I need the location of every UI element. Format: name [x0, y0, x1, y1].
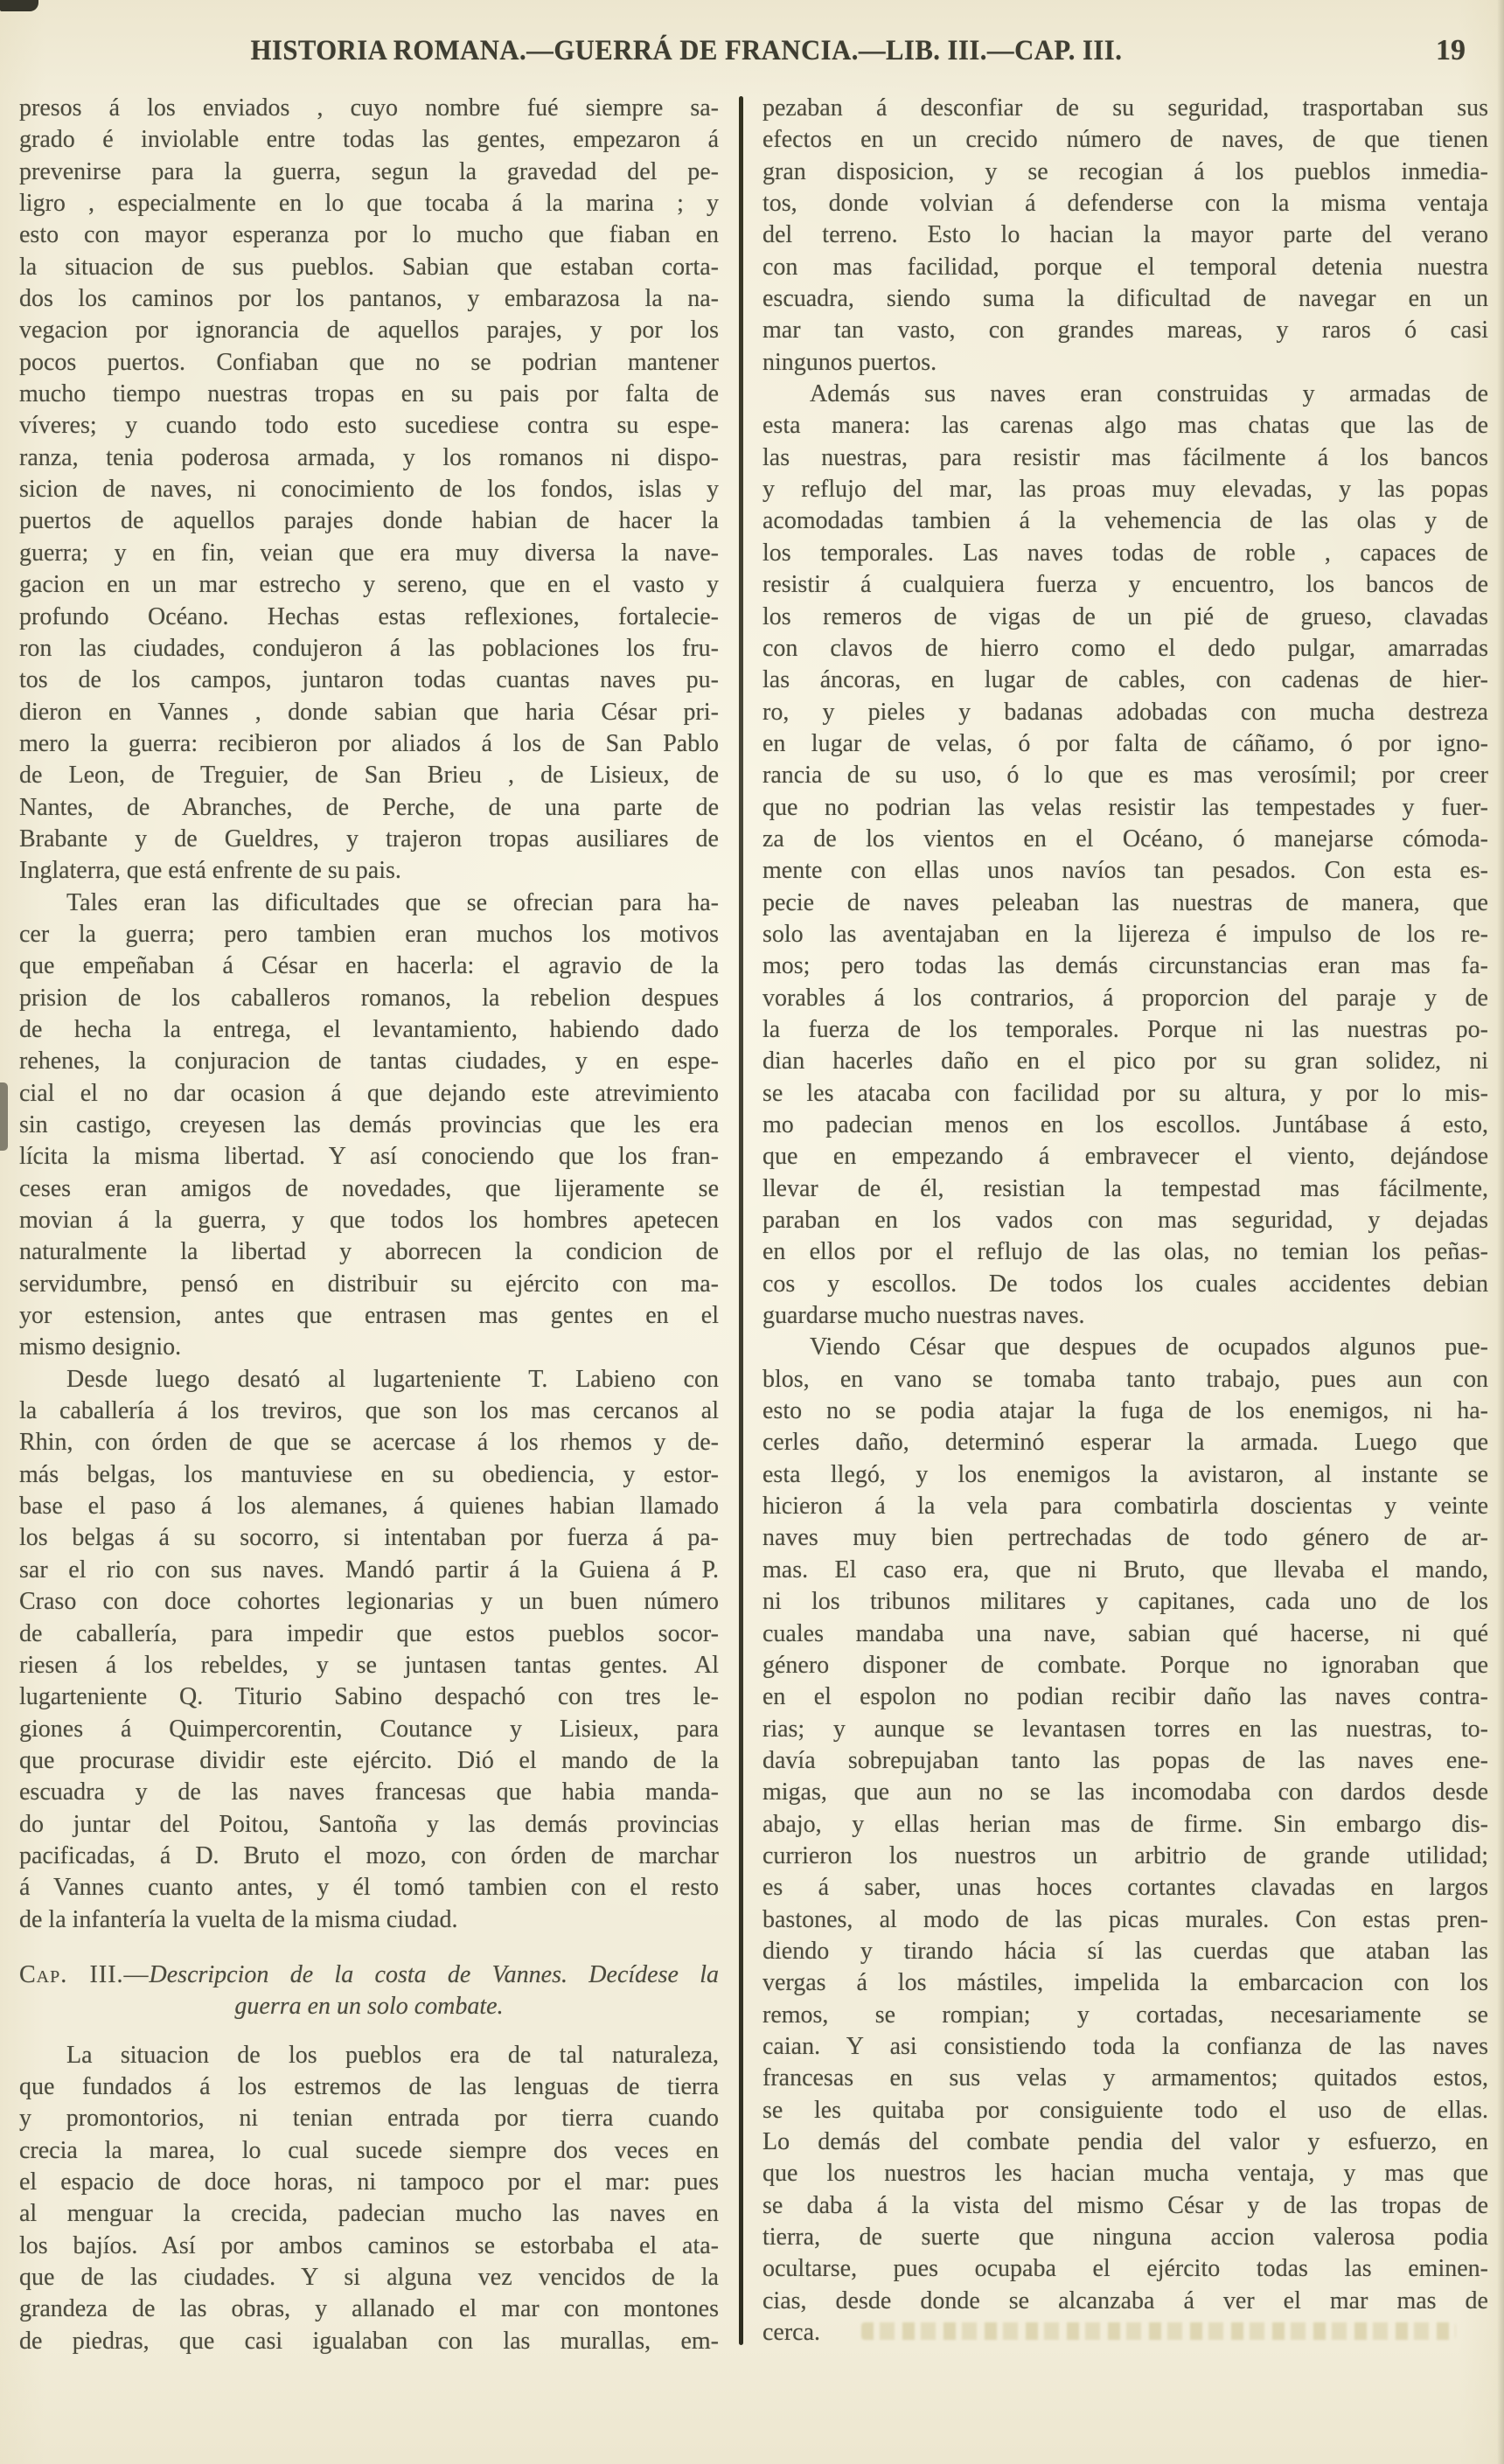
text-line: pacificadas, á D. Bruto el mozo, con órden de marchar: [19, 1841, 719, 1869]
running-head-title: HISTORIA ROMANA.—GUERRÁ DE FRANCIA.—LIB. III.—CAP. III.: [250, 35, 1123, 66]
text-line: que empeñaban á César en hacerla: el agravio de la: [19, 952, 719, 980]
text-line: gran disposicion, y se recogian á los pueblos inmedia-: [762, 157, 1488, 185]
text-line: francesas en sus velas y armamentos; quitados estos,: [762, 2064, 1488, 2092]
text-line: cuales mandaba una nave, sabian qué hacerse, ni qué: [762, 1619, 1488, 1647]
text-line: vergas á los mástiles, impelida la embarcacion con los: [762, 1969, 1488, 1997]
paragraph: [19, 2040, 719, 2357]
text-line: á Vannes cuanto antes, y él tomó tambien con el resto: [19, 1874, 719, 1902]
scan-artifact: [0, 0, 38, 11]
paragraph: [762, 379, 1488, 1332]
text-line: en el espolon no podian recibir daño las naves contra-: [762, 1683, 1488, 1711]
text-line: pecie de naves peleaban las nuestras de manera, que: [762, 888, 1488, 916]
text-line: dian hacerles daño en el pico por su gran solidez, ni: [762, 1048, 1488, 1075]
text-line: currieron los nuestros un arbitrio de grande utilidad;: [762, 1841, 1488, 1869]
scan-artifact: [0, 1082, 8, 1151]
paragraph: [762, 1332, 1488, 2349]
paragraph: [19, 1364, 719, 1936]
text-line: abajo, y ellas herian mas de firme. Sin embargo dis-: [762, 1810, 1488, 1838]
chapter-heading: [19, 1959, 719, 2023]
text-line: vegacion por ignorancia de aquellos parajes, y por los: [19, 317, 719, 345]
text-line: mero la guerra: recibieron por aliados á los de San Pablo: [19, 729, 719, 757]
text-line: la fuerza de los temporales. Porque ni las nuestras po-: [762, 1015, 1488, 1043]
text-line: paraban en los vados con mas seguridad, y dejadas: [762, 1207, 1488, 1235]
text-line: Rhin, con órden de que se acercase á los rhemos y de-: [19, 1429, 719, 1457]
text-line: mo padecian menos en los escollos. Juntábase á esto,: [762, 1111, 1488, 1138]
text-line: ceses eran amigos de novedades, que lijeramente se: [19, 1174, 719, 1202]
text-line: rias; y aunque se levantasen torres en las nuestras, to-: [762, 1715, 1488, 1743]
text-line: Brabante y de Gueldres, y trajeron tropas ausiliares de: [19, 825, 719, 853]
text-line: esta manera: las carenas algo mas chatas que las de: [762, 412, 1488, 440]
text-line: prevenirse para la guerra, segun la gravedad del pe-: [19, 157, 719, 185]
text-line: yor estension, antes que entrasen mas gentes en el: [19, 1302, 719, 1330]
text-line: profundo Océano. Hechas estas reflexiones, fortalecie-: [19, 602, 719, 630]
text-line: llevar de él, resistian la tempestad mas fácilmente,: [762, 1174, 1488, 1202]
text-line: que de las ciudades. Y si alguna vez vencidos de la: [19, 2264, 719, 2292]
text-line: esta llegó, y los enemigos la avistaron, al instante se: [762, 1460, 1488, 1488]
text-line: cer la guerra; pero tambien eran muchos los motivos: [19, 920, 719, 948]
text-line: lícita la misma libertad. Y así conociendo que los fran-: [19, 1143, 719, 1171]
page-edge-shadow: [1497, 0, 1504, 2464]
text-line: al menguar la crecida, padecian mucho las naves en: [19, 2200, 719, 2228]
text-line: puertos de aquellos parajes donde habian de hacer la: [19, 507, 719, 535]
text-line: remos, se rompian; y cortadas, necesariamente se: [762, 2001, 1488, 2029]
text-line: ningunos puertos.: [762, 348, 937, 376]
text-line: Además sus naves eran construidas y armadas de: [810, 380, 1488, 408]
text-line: sicion de naves, ni conocimiento de los fondos, islas y: [19, 476, 719, 504]
text-line: mente con ellas unos navíos tan pesados. Con esta es-: [762, 857, 1488, 885]
text-line: ni los tribunos militares y capitanes, cada uno de los: [762, 1588, 1488, 1616]
text-line: Tales eran las dificultades que se ofrecian para ha-: [66, 888, 719, 916]
text-line: mos; pero todas las demás circunstancias eran mas fa-: [762, 952, 1488, 980]
text-line: ocultarse, pues ocupaba el ejército todas las eminen-: [762, 2255, 1488, 2283]
text-line: escuadra y de las naves francesas que habia manda-: [19, 1778, 719, 1806]
text-line: mar tan vasto, con grandes mareas, y raros ó casi: [762, 317, 1488, 345]
text-line: base el paso á los alemanes, á quienes habian llamado: [19, 1493, 719, 1521]
text-line: las áncoras, en lugar de cables, con cadenas de hier-: [762, 666, 1488, 694]
text-line: caian. Y asi consistiendo toda la confianza de las naves: [762, 2032, 1488, 2060]
text-line: los temporales. Las naves todas de roble , capaces de: [762, 539, 1488, 567]
text-line: Nantes, de Abranches, de Perche, de una parte de: [19, 793, 719, 821]
text-line: y reflujo del mar, las proas muy elevadas, y las popas: [762, 476, 1488, 504]
text-line: pezaban á desconfiar de su seguridad, trasportaban sus: [762, 94, 1488, 122]
text-line: guardarse mucho nuestras naves.: [762, 1302, 1085, 1330]
text-line: los belgas á su socorro, si intentaban por fuerza á pa-: [19, 1524, 719, 1552]
text-line: solo las aventajaban en la lijereza é impulso de los re-: [762, 920, 1488, 948]
text-line: presos á los enviados , cuyo nombre fué siempre sa-: [19, 94, 719, 122]
text-line: se les quitaba por consiguiente todo el uso de ellas.: [762, 2096, 1488, 2124]
text-line: servidumbre, pensó en distribuir su ejército con ma-: [19, 1270, 719, 1298]
text-line: tierra, de suerte que ninguna accion valerosa podia: [762, 2224, 1488, 2252]
text-line: en ellos por el reflujo de las olas, no temian los peñas-: [762, 1238, 1488, 1266]
text-line: blos, en vano se tomaba tanto trabajo, pues aun con: [762, 1365, 1488, 1393]
text-line: es á saber, unas hoces cortantes clavadas en largos: [762, 1874, 1488, 1902]
text-line: riesen á los rebeldes, y se juntasen tantas gentes. Al: [19, 1651, 719, 1679]
text-line: davía sobrepujaban tanto las popas de las naves ene-: [762, 1746, 1488, 1774]
text-line: sar el rio con sus naves. Mandó partir á la Guiena á P.: [19, 1556, 719, 1584]
text-line: que no podrian las velas resistir las tempestades y fuer-: [762, 793, 1488, 821]
text-line: de la infantería la vuelta de la misma ciudad.: [19, 1905, 458, 1933]
text-line: género disponer de combate. Porque no ignoraban que: [762, 1651, 1488, 1679]
text-line: que los nuestros les hacian mucha ventaja, y mas que: [762, 2160, 1488, 2188]
text-line: naturalmente la libertad y aborrecen la condicion de: [19, 1238, 719, 1266]
left-column: [19, 93, 719, 2357]
text-line: tos de los campos, juntaron todas cuantas naves pu-: [19, 666, 719, 694]
text-line: las nuestras, para resistir mas fácilmente á los bancos: [762, 443, 1488, 471]
text-line: sin castigo, creyesen las demás provincias que les era: [19, 1111, 719, 1138]
text-line: hicieron á la vela para combatirla doscientas y veinte: [762, 1493, 1488, 1521]
text-line: con mas facilidad, porque el temporal detenia nuestra: [762, 253, 1488, 281]
text-line: ron las ciudades, condujeron á las poblaciones los fru-: [19, 634, 719, 662]
text-line: de Leon, de Treguier, de San Brieu , de Lisieux, de: [19, 762, 719, 790]
text-line: los remeros de vigas de un pié de grueso, clavadas: [762, 602, 1488, 630]
text-line: movian á la guerra, y que todos los hombres apetecen: [19, 1207, 719, 1235]
text-line: Inglaterra, que está enfrente de su pais.: [19, 857, 401, 885]
text-line: za de los vientos en el Océano, ó manejarse cómoda-: [762, 825, 1488, 853]
text-line: la caballería á los treviros, que son los mas cercanos al: [19, 1397, 719, 1425]
text-line: escuadra, siendo suma la dificultad de navegar en un: [762, 285, 1488, 313]
text-line: de caballería, para impedir que estos pueblos socor-: [19, 1619, 719, 1647]
text-line: Craso con doce cohortes legionarias y un buen número: [19, 1588, 719, 1616]
text-line: mismo designio.: [19, 1333, 182, 1361]
page-number: 19: [1436, 34, 1466, 66]
text-line: grandeza de las obras, y allanado el mar con montones: [19, 2295, 719, 2323]
text-line: se les atacaba con facilidad por su altura, y por lo mis-: [762, 1079, 1488, 1107]
text-line: pocos puertos. Confiaban que no se podrian mantener: [19, 348, 719, 376]
text-line: dos los caminos por los pantanos, y embarazosa la na-: [19, 285, 719, 313]
chapter-title-text: Descripcion de la costa de Vannes. Decídese la: [149, 1960, 719, 1988]
text-line: dieron en Vannes , donde sabian que haria César pri-: [19, 698, 719, 726]
text-line: cerca.: [762, 2319, 821, 2347]
text-line: en lugar de velas, ó por falta de cáñamo, ó por igno-: [762, 729, 1488, 757]
column-divider-rule: [739, 96, 743, 2345]
text-line: el espacio de doce horas, ni tampoco por el mar: pues: [19, 2168, 719, 2196]
text-line: cial el no dar ocasion á que dejando este atrevimiento: [19, 1079, 719, 1107]
text-line: Viendo César que despues de ocupados algunos pue-: [810, 1333, 1488, 1361]
text-line: naves muy bien pertrechadas de todo género de ar-: [762, 1524, 1488, 1552]
text-line: La situacion de los pueblos era de tal naturaleza,: [66, 2041, 719, 2069]
text-line: Lo demás del combate pendia del valor y esfuerzo, en: [762, 2128, 1488, 2155]
text-line: con clavos de hierro como el dedo pulgar, amarradas: [762, 634, 1488, 662]
text-line: del terreno. Esto lo hacian la mayor parte del verano: [762, 221, 1488, 249]
text-line: esto con mayor esperanza por lo mucho que fiaban en: [19, 221, 719, 249]
text-line: ranza, tenia poderosa armada, y los romanos ni dispo-: [19, 443, 719, 471]
text-line: mas. El caso era, que ni Bruto, que llevaba el mando,: [762, 1556, 1488, 1584]
chapter-number-label: Cap. III.—: [19, 1960, 150, 1988]
text-line: de hecha la entrega, el levantamiento, habiendo dado: [19, 1015, 719, 1043]
text-line: de piedras, que casi igualaban con las murallas, em-: [19, 2327, 719, 2355]
text-line: cerles daño, determinó esperar la armada. Luego que: [762, 1429, 1488, 1457]
text-line: rehenes, la conjuracion de tantas ciudades, y en espe-: [19, 1048, 719, 1075]
text-line: prision de los caballeros romanos, la rebelion despues: [19, 984, 719, 1012]
text-line: y promontorios, ni tenian entrada por tierra cuando: [19, 2105, 719, 2133]
text-line: mucho tiempo nuestras tropas en su pais por falta de: [19, 380, 719, 408]
text-line: grado é inviolable entre todas las gentes, empezaron á: [19, 126, 719, 154]
chapter-heading-line: guerra en un solo combate.: [234, 1993, 504, 2021]
right-column: [762, 93, 1488, 2349]
text-line: Desde luego desató al lugarteniente T. Labieno con: [66, 1365, 719, 1393]
text-line: víveres; y cuando todo esto sucediese contra su espe-: [19, 412, 719, 440]
paragraph: [762, 93, 1488, 379]
paragraph: [19, 93, 719, 887]
text-line: migas, que aun no se las incomodaba con dardos desde: [762, 1778, 1488, 1806]
text-line: la situacion de sus pueblos. Sabian que estaban corta-: [19, 253, 719, 281]
text-line: lugarteniente Q. Titurio Sabino despachó con tres le-: [19, 1683, 719, 1711]
bleed-through-ghost-text: [861, 2322, 1456, 2340]
text-line: que fundados á los estremos de las lenguas de tierra: [19, 2072, 719, 2100]
text-line: bastones, al modo de las picas murales. Con estas pren-: [762, 1905, 1488, 1933]
text-line: ro, y pieles y badanas adobadas con mucha destreza: [762, 698, 1488, 726]
paragraph: [19, 887, 719, 1364]
text-line: más belgas, los mantuviese en su obediencia, y estor-: [19, 1460, 719, 1488]
text-line: que procurase dividir este ejército. Dió el mando de la: [19, 1746, 719, 1774]
text-line: cias, desde donde se alcanzaba á ver el mar mas de: [762, 2287, 1488, 2314]
text-line: esto no se podia atajar la fuga de los enemigos, ni ha-: [762, 1397, 1488, 1425]
text-line: cos y escollos. De todos los cuales accidentes debian: [762, 1270, 1488, 1298]
text-line: crecia la marea, lo cual sucede siempre dos veces en: [19, 2136, 719, 2164]
text-line: resistir á cualquiera fuerza y encuentro, los bancos de: [762, 571, 1488, 599]
text-line: diendo y tirando hácia sí las cuerdas que ataban las: [762, 1937, 1488, 1965]
text-line: guerra; y en fin, veian que era muy diversa la nave-: [19, 539, 719, 567]
text-line: que en empezando á embravecer el viento, dejándose: [762, 1143, 1488, 1171]
text-line: gacion en un mar estrecho y sereno, que en el vasto y: [19, 571, 719, 599]
text-line: efectos en un crecido número de naves, de que tienen: [762, 126, 1488, 154]
text-line: do juntar del Poitou, Santoña y las demás provincias: [19, 1810, 719, 1838]
text-line: se daba á la vista del mismo César y de las tropas de: [762, 2191, 1488, 2219]
text-line: tos, donde volvian á defenderse con la misma ventaja: [762, 190, 1488, 218]
text-line: vorables á los contrarios, á proporcion del paraje y de: [762, 984, 1488, 1012]
text-line: rancia de su uso, ó lo que es mas verosímil; por creer: [762, 762, 1488, 790]
text-line: giones á Quimpercorentin, Coutance y Lisieux, para: [19, 1715, 719, 1743]
text-line: ligro , especialmente en lo que tocaba á la marina ; y: [19, 190, 719, 218]
text-line: los bajíos. Así por ambos caminos se estorbaba el ata-: [19, 2231, 719, 2259]
chapter-heading-line: [19, 1959, 719, 1991]
text-line: acomodadas tambien á la vehemencia de las olas y de: [762, 507, 1488, 535]
